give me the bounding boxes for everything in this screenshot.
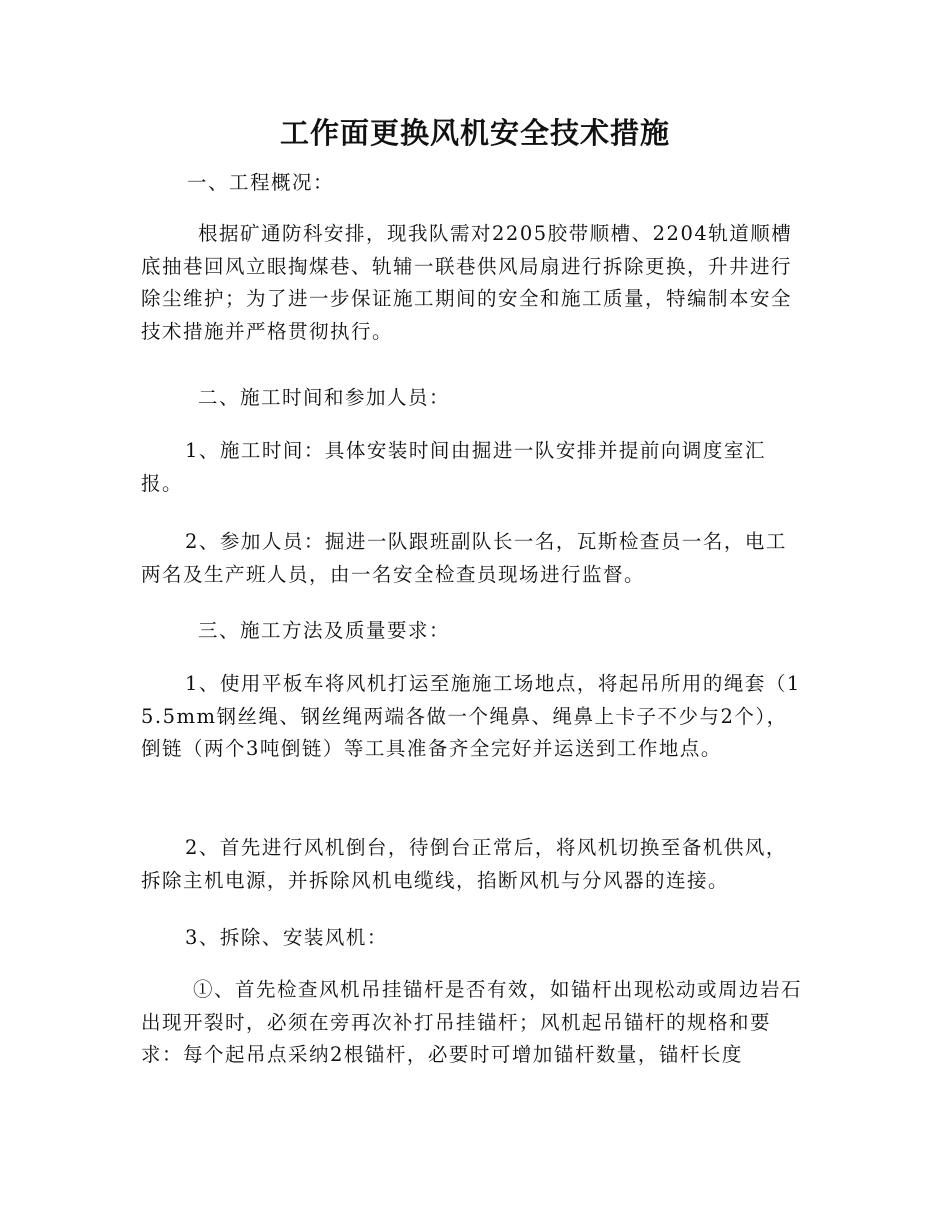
section-3-item-2: 2、首先进行风机倒台，待倒台正常后，将风机切换至备机供风，拆除主机电源，并拆除风机电缆线，掐断风机与分风器的连接。 bbox=[141, 836, 787, 892]
section-2-heading: 二、施工时间和参加人员： bbox=[198, 386, 451, 409]
section-3-item-1: 1、使用平板车将风机打运至施施工场地点，将起吊所用的绳套（15.5mm钢丝绳、钢丝绳两端各做一个绳鼻、绳鼻上卡子不少与2个），倒链（两个3吨倒链）等工具准备齐全完好并运送到工作地点。 bbox=[141, 672, 801, 760]
section-1-paragraph: 根据矿通防科安排，现我队需对2205胶带顺槽、2204轨道顺槽底抽巷回风立眼掏煤巷、轨辅一联巷供风局扇进行拆除更换，升井进行除尘维护；为了进一步保证施工期间的安全和施工质量，特编制本安全技术措施并严格贯彻执行。 bbox=[141, 222, 793, 343]
section-3-item-3: 3、拆除、安装风机： bbox=[185, 926, 388, 949]
section-3-heading: 三、施工方法及质量要求： bbox=[198, 619, 451, 642]
section-1-heading: 一、工程概况： bbox=[187, 171, 335, 194]
section-3-item-3-sub-1: ①、首先检查风机吊挂锚杆是否有效，如锚杆出现松动或周边岩石出现开裂时，必须在旁再次补打吊挂锚杆；风机起吊锚杆的规格和要求：每个起吊点采纳2根锚杆，必要时可增加锚杆数量，锚杆长度 bbox=[141, 978, 803, 1066]
section-2-item-2: 2、参加人员：掘进一队跟班副队长一名，瓦斯检查员一名，电工两名及生产班人员，由一名安全检查员现场进行监督。 bbox=[141, 530, 787, 586]
document-title: 工作面更换风机安全技术措施 bbox=[279, 116, 670, 150]
section-2-item-1: 1、施工时间：具体安装时间由掘进一队安排并提前向调度室汇报。 bbox=[141, 439, 766, 495]
